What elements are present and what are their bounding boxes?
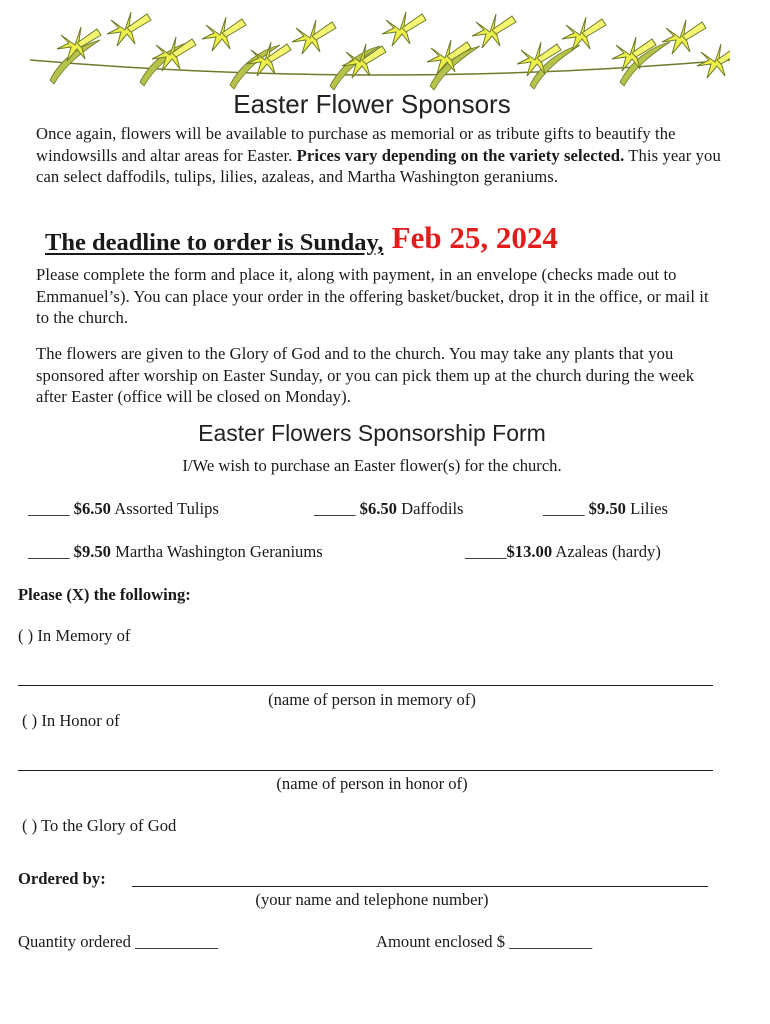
option-blank: _____	[543, 499, 585, 518]
option-blank: _____	[314, 499, 356, 518]
option-price: $6.50	[359, 499, 397, 518]
option-price: $13.00	[506, 542, 553, 561]
in-memory-option[interactable]: ( ) In Memory of	[18, 626, 131, 645]
glory-option[interactable]: ( ) To the Glory of God	[22, 816, 177, 835]
honor-name-line[interactable]	[18, 770, 713, 771]
option-lilies[interactable]	[543, 499, 668, 519]
memory-caption: (name of person in memory of)	[268, 690, 476, 709]
option-azaleas[interactable]	[465, 542, 661, 562]
intro-text-continued: This year you can select daffodils, tulips, lilies, azaleas, and Martha Washington geraniums.	[36, 145, 721, 186]
intro-paragraph	[36, 123, 726, 188]
quantity-label: Quantity ordered	[18, 932, 131, 951]
glory-paragraph: The flowers are given to the Glory of God and to the church. You may take any plants that you sponsored after worship on Easter Sunday, or you can pick them up at the church during the week after Easter (office will be closed on Monday).	[36, 344, 695, 406]
option-name: Martha Washington Geraniums	[115, 542, 323, 561]
option-name: Assorted Tulips	[114, 499, 219, 518]
form-subtitle: I/We wish to purchase an Easter flower(s) for the church.	[182, 456, 562, 475]
deadline-label: The deadline to order is Sunday,	[45, 229, 384, 256]
in-honor-option[interactable]: ( ) In Honor of	[22, 711, 120, 730]
ordered-by-label: Ordered by:	[18, 869, 106, 888]
form-title: Easter Flowers Sponsorship Form	[198, 420, 546, 446]
option-daffodils[interactable]	[314, 499, 464, 519]
ordered-by-caption: (your name and telephone number)	[255, 890, 489, 909]
deadline	[45, 220, 558, 257]
amount-blank[interactable]: __________	[509, 932, 593, 951]
option-tulips[interactable]	[28, 499, 219, 519]
page-title: Easter Flower Sponsors	[233, 89, 511, 119]
intro-bold-text: Prices vary depending on the variety selected.	[296, 145, 625, 165]
option-name: Daffodils	[401, 499, 464, 518]
option-price: $6.50	[73, 499, 111, 518]
ordered-by-line[interactable]	[132, 886, 708, 887]
daffodil-banner-icon	[30, 0, 730, 95]
amount-label: Amount enclosed $	[376, 932, 506, 951]
memory-name-line[interactable]	[18, 685, 713, 686]
deadline-date: Feb 25, 2024	[391, 220, 558, 255]
select-instruction: Please (X) the following:	[18, 585, 191, 604]
option-blank: _____	[28, 499, 70, 518]
option-blank: _____	[28, 542, 70, 561]
quantity-field[interactable]	[18, 932, 218, 952]
option-name: Lilies	[630, 499, 668, 518]
honor-caption: (name of person in honor of)	[276, 774, 468, 793]
option-price: $9.50	[588, 499, 626, 518]
option-blank: _____	[465, 542, 507, 561]
quantity-blank[interactable]: __________	[135, 932, 219, 951]
option-name: Azaleas (hardy)	[555, 542, 661, 561]
amount-field[interactable]	[376, 932, 592, 952]
instructions-paragraph: Please complete the form and place it, along with payment, in an envelope (checks made out to Emmanuel’s). You can place your order in the offering basket/bucket, drop it in the office, or mail it to the church.	[36, 265, 709, 327]
option-geraniums[interactable]	[28, 542, 323, 562]
intro-text: Once again, flowers will be available to purchase as memorial or as tribute gifts to beautify the windowsills and altar areas for Easter.	[36, 124, 676, 165]
option-price: $9.50	[73, 542, 111, 561]
